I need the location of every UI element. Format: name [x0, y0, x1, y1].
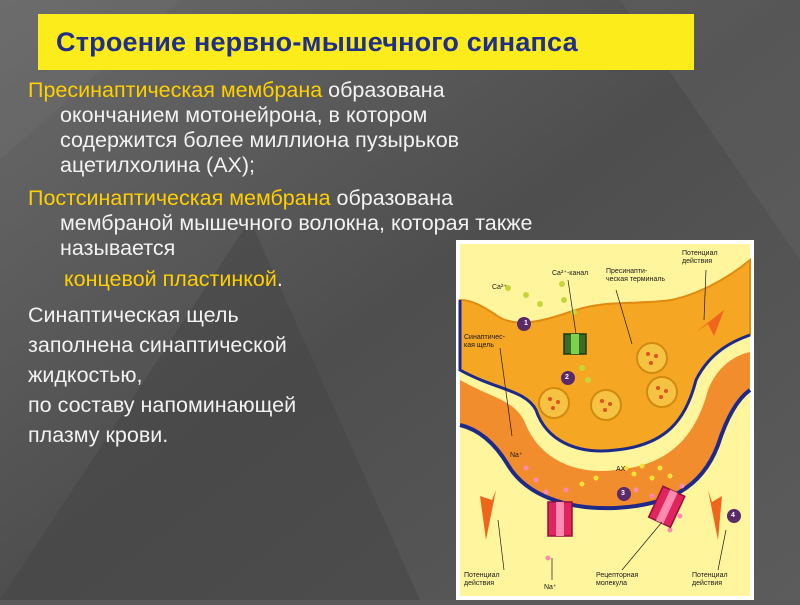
label-potential-bottom-right: Потенциал действия: [692, 572, 728, 587]
paragraph-synaptic-cleft: [28, 300, 296, 450]
paragraph2-line2: мембраной мышечного волокна, которая также: [60, 211, 533, 235]
label-receptor-molecule: Рецепторная молекула: [596, 572, 639, 587]
step-4-label: 4: [731, 512, 735, 519]
paragraph3-line: жидкостью,: [28, 363, 143, 387]
paragraph2-line3: называется: [60, 236, 176, 260]
synapse-diagram: [456, 240, 754, 600]
paragraph3-line: по составу напоминающей: [28, 393, 297, 417]
term-presynaptic-membrane: Пресинаптическая мембрана: [28, 78, 323, 102]
step-3-label: 3: [621, 490, 625, 497]
paragraph2-line1-rest: образована: [330, 186, 454, 210]
label-na-ion-top: Na⁺: [510, 452, 523, 459]
label-ach: АХ: [616, 466, 626, 473]
synapse-illustration: [456, 240, 754, 600]
step-2-label: 2: [565, 374, 569, 381]
term-end-plate: концевой пластинкой: [64, 267, 277, 291]
title-banner: [38, 14, 694, 70]
paragraph3-line: Синаптическая щель: [28, 303, 239, 327]
slide-title: Строение нервно-мышечного синапса: [56, 26, 578, 57]
term-postsynaptic-membrane: Постсинаптическая мембрана: [28, 186, 331, 210]
label-na-ion-bottom: Na⁺: [544, 584, 557, 591]
label-potential-bottom-left: Потенциал действия: [464, 572, 500, 587]
label-potential-top: Потенциал действия: [682, 250, 718, 265]
label-ca-ion: Ca²⁺: [492, 284, 507, 291]
calcium-channel: [564, 334, 586, 354]
label-ca-channel: Ca²⁺-канал: [552, 270, 589, 277]
paragraph3-line: заполнена синаптической: [28, 333, 287, 357]
paragraph1-line4: ацетилхолина (АХ);: [60, 153, 256, 177]
step-1-label: 1: [524, 320, 528, 327]
label-presynaptic-terminal: Пресинапти- ческая терминаль: [606, 268, 666, 283]
paragraph1-line1-rest: образована: [322, 78, 445, 102]
paragraph1-line2: окончанием мотонейрона, в котором: [60, 103, 428, 127]
term-end-plate-suffix: .: [276, 267, 283, 291]
label-synaptic-cleft: Синаптичес- кая щель: [464, 334, 506, 349]
paragraph-presynaptic: [28, 78, 459, 178]
paragraph1-line3: содержится более миллиона пузырьков: [60, 128, 460, 152]
paragraph3-line: плазму крови.: [28, 423, 169, 447]
